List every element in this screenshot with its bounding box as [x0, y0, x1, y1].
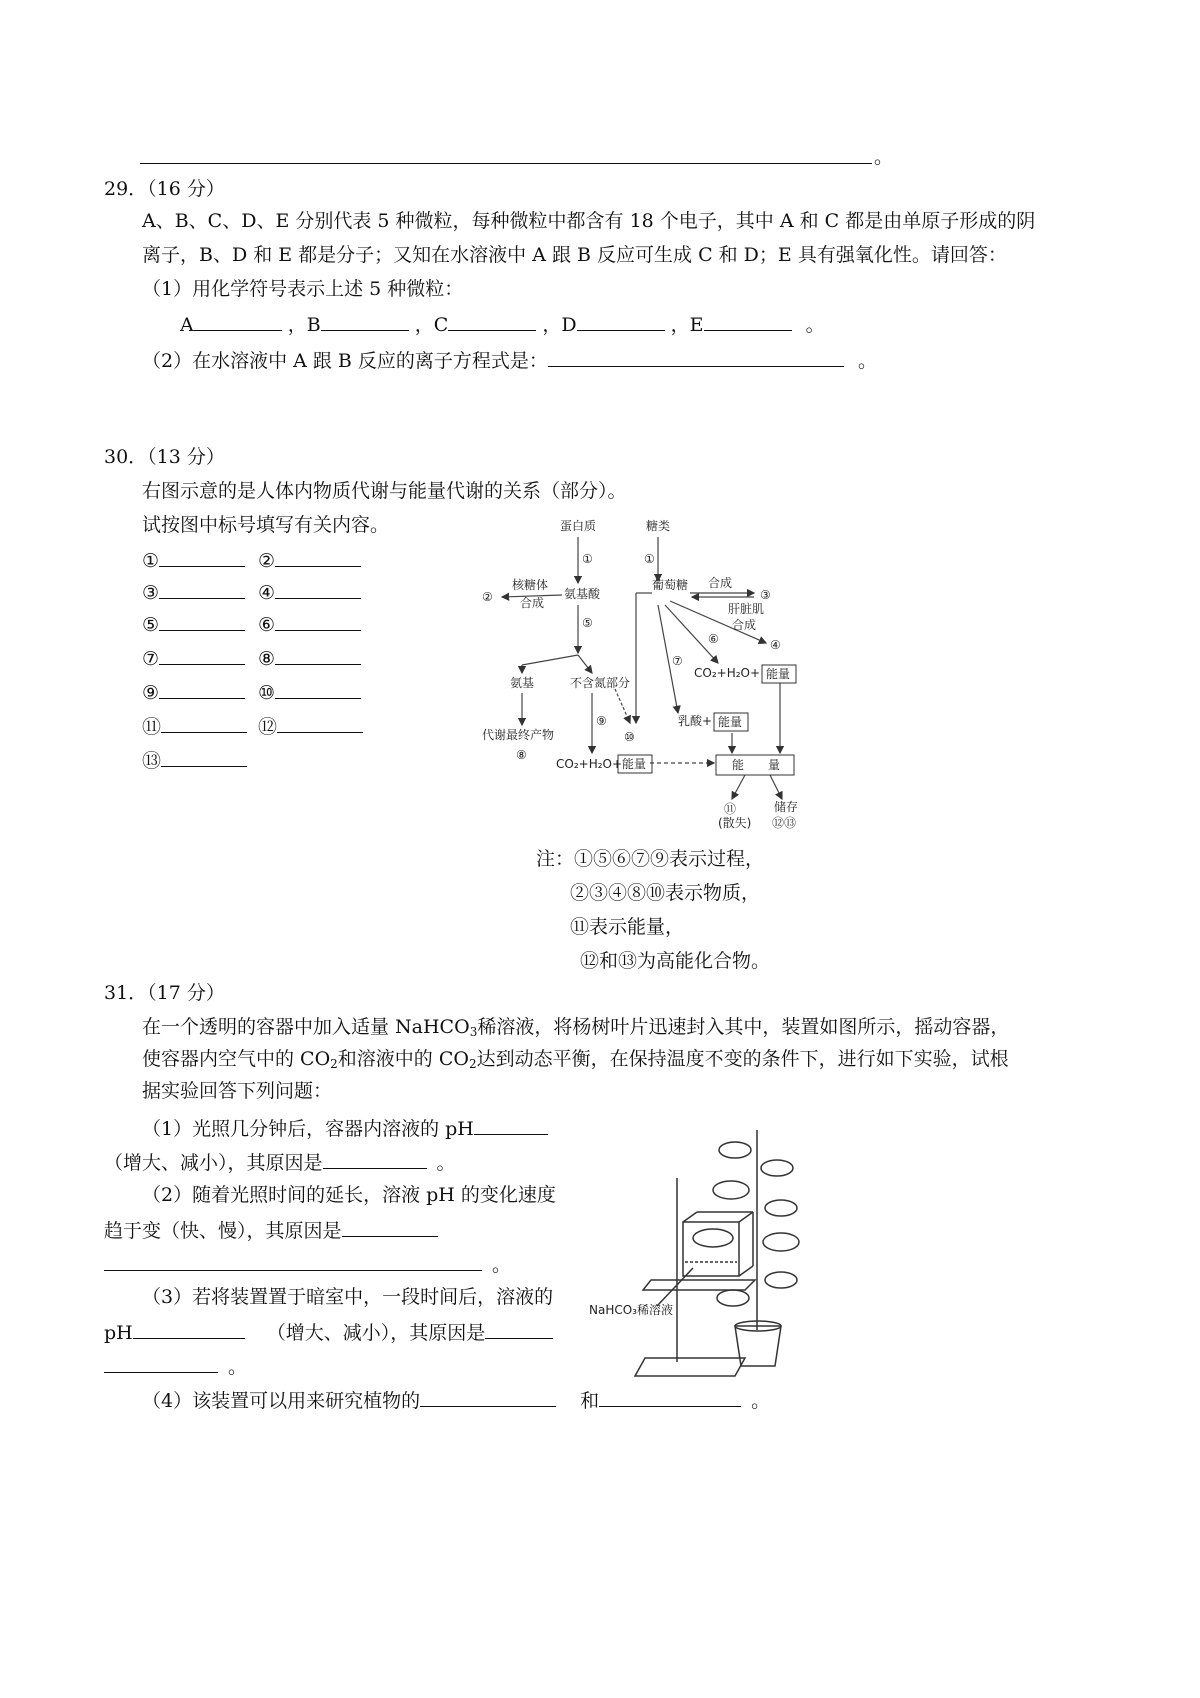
q31-intro-2-sub1: 2 [330, 1057, 338, 1071]
blank-row-7 [142, 646, 245, 671]
blank-4[interactable] [275, 580, 361, 599]
q31-intro-1b: 稀溶液，将杨树叶片迅速封入其中，装置如图所示，摇动容器， [477, 1016, 1010, 1038]
q31-header: 31．（17 分） [104, 982, 225, 1004]
label-13: ⑬ [142, 750, 162, 772]
blank-8[interactable] [275, 646, 361, 665]
blank-10[interactable] [275, 680, 361, 699]
label-ribosome: 核糖体 [512, 578, 549, 592]
q31-p3b-text: （增大、减小），其原因是 [266, 1322, 486, 1344]
label-amino-acid: 氨基酸 [564, 587, 601, 601]
blank-row-1 [142, 548, 245, 573]
q31-part3b [104, 1320, 553, 1345]
notes-line3: ⑪表示能量， [570, 916, 685, 938]
label-n11: ⑪ [724, 802, 737, 816]
blank-row-4 [258, 580, 361, 605]
label-b: ，B [287, 314, 321, 336]
blank-5[interactable] [159, 612, 245, 631]
q31-p2b-text: 趋于变（快、慢），其原因是 [104, 1220, 342, 1242]
notes-line1 [536, 848, 764, 871]
q30-intro-line1: 右图示意的是人体内物质代谢与能量代谢的关系（部分）。 [142, 480, 627, 502]
blank-ph-change-1[interactable] [474, 1116, 548, 1135]
blank-row-3 [142, 580, 245, 605]
label-11: ⑪ [142, 716, 162, 738]
apparatus-illustration [585, 1130, 825, 1380]
blank-row-13 [142, 748, 247, 773]
q31-part3a: （3）若将装置置于暗室中，一段时间后，溶液的 [142, 1286, 554, 1308]
blank-d[interactable] [577, 312, 665, 331]
label-4: ④ [258, 582, 276, 604]
label-d: ，D [542, 314, 577, 336]
q31-part2b [104, 1218, 438, 1243]
blank-reason-3[interactable] [485, 1320, 553, 1339]
notes-prefix: 注： [536, 848, 575, 870]
label-glucose: 葡萄糖 [652, 578, 689, 592]
blank-row-11 [142, 714, 247, 739]
q31-p1-end: 。 [436, 1152, 456, 1174]
label-energy-mid: 能量 [718, 715, 743, 729]
label-n7: ⑦ [672, 654, 683, 668]
q31-p4-end: 。 [751, 1390, 771, 1412]
blank-ion-equation[interactable] [548, 348, 844, 367]
label-n8: ⑧ [516, 748, 527, 762]
figure-label-nahco3: NaHCO₃稀溶液 [589, 1303, 673, 1317]
label-sugar: 糖类 [646, 519, 671, 533]
label-energy-right: 能量 [766, 667, 791, 681]
blank-9[interactable] [159, 680, 245, 699]
label-liver-synth: 合成 [732, 618, 757, 632]
label-12: ⑫ [258, 716, 278, 738]
label-n6: ⑥ [708, 632, 719, 646]
label-6: ⑥ [258, 614, 276, 636]
label-store: 储存 [774, 800, 799, 814]
label-e: ，E [670, 314, 704, 336]
q29-part2 [142, 348, 877, 373]
label-7: ⑦ [142, 648, 160, 670]
blank-reason-2-cont[interactable] [104, 1252, 482, 1271]
blank-7[interactable] [159, 646, 245, 665]
q31-part2c [104, 1252, 511, 1277]
label-lactic: 乳酸+ [678, 714, 713, 728]
blank-row-2 [258, 548, 361, 573]
label-1: ① [142, 550, 160, 572]
label-n3: ③ [760, 588, 771, 602]
label-ribosome-synth: 合成 [520, 596, 545, 610]
label-energy-main: 能 量 [732, 758, 781, 772]
notes-text-1: ①⑤⑥⑦⑨表示过程， [574, 848, 765, 870]
blank-2[interactable] [275, 548, 361, 567]
blank-row-10 [258, 680, 361, 705]
label-n1-left: ① [582, 552, 593, 566]
q29-intro-line2: 离子，B、D 和 E 都是分子；又知在水溶液中 A 跟 B 反应可生成 C 和 D；E 具有强氧化性。请回答： [142, 244, 1007, 266]
q31-part1a [142, 1116, 548, 1141]
q31-intro-1a: 在一个透明的容器中加入适量 NaHCO [142, 1016, 470, 1038]
q29-part1-blanks [180, 312, 825, 337]
q31-intro-2b: 和溶液中的 CO [337, 1048, 469, 1070]
blank-row-12 [258, 714, 363, 739]
q29-part2-text: （2）在水溶液中 A 跟 B 反应的离子方程式是： [142, 350, 548, 372]
blank-11[interactable] [161, 714, 247, 733]
blank-e[interactable] [704, 312, 792, 331]
q31-intro-1-sub: 3 [469, 1025, 478, 1039]
q31-p1a-text: （1）光照几分钟后，容器内溶液的 pH [142, 1118, 474, 1140]
metabolism-diagram [470, 515, 830, 835]
blank-1[interactable] [159, 548, 245, 567]
label-final-products: 代谢最终产物 [482, 728, 555, 742]
label-synth: 合成 [708, 576, 733, 590]
label-3: ③ [142, 582, 160, 604]
label-liver: 肝脏肌 [728, 602, 765, 616]
blank-reason-3-cont[interactable] [104, 1354, 218, 1373]
answer-line-top [140, 163, 872, 164]
blank-row-5 [142, 612, 245, 637]
q31-intro-line3: 据实验回答下列问题： [142, 1080, 333, 1102]
label-8: ⑧ [258, 648, 276, 670]
blank-6[interactable] [275, 612, 361, 631]
blank-reason-1[interactable] [323, 1150, 427, 1169]
q31-p3b-ph: pH [104, 1322, 133, 1344]
q31-part4 [142, 1388, 770, 1413]
label-n4: ④ [770, 638, 781, 652]
label-lost: (散失) [718, 816, 752, 830]
label-co2-left: CO₂+H₂O+ [556, 757, 623, 771]
blank-reason-2[interactable] [342, 1218, 438, 1237]
q31-part2a: （2）随着光照时间的延长，溶液 pH 的变化速度 [142, 1184, 556, 1206]
end-mark-top: 。 [874, 146, 894, 168]
q31-intro-2c: 达到动态平衡，在保持温度不变的条件下，进行如下实验，试根 [476, 1048, 1009, 1070]
blank-study-2[interactable] [599, 1388, 741, 1407]
label-n10: ⑩ [624, 730, 635, 744]
q31-part3c [104, 1354, 247, 1379]
label-a: A [180, 314, 194, 336]
q31-p4-and: 和 [580, 1390, 600, 1412]
q31-p3-end: 。 [228, 1356, 248, 1378]
blank-row-6 [258, 612, 361, 637]
label-n9: ⑨ [596, 714, 607, 728]
label-non-n-part: 不含氮部分 [570, 676, 631, 690]
label-energy-left: 能量 [622, 757, 647, 771]
q31-p2-end: 。 [492, 1254, 512, 1276]
q31-intro-2-sub2: 2 [468, 1057, 477, 1071]
blank-row-9 [142, 680, 245, 705]
notes-line4: ⑫和⑬为高能化合物。 [580, 950, 771, 972]
part1-end: 。 [805, 314, 825, 336]
label-c: ，C [414, 314, 449, 336]
label-protein: 蛋白质 [560, 519, 597, 533]
label-n12-13: ⑫⑬ [772, 816, 797, 830]
label-amino-group: 氨基 [510, 676, 535, 690]
q29-part1: （1）用化学符号表示上述 5 种微粒： [142, 278, 464, 300]
blank-c[interactable] [448, 312, 536, 331]
blank-b[interactable] [321, 312, 409, 331]
q31-intro-line2 [142, 1048, 1009, 1071]
blank-3[interactable] [159, 580, 245, 599]
label-n5: ⑤ [582, 616, 593, 630]
label-n2: ② [482, 590, 493, 604]
label-2: ② [258, 550, 276, 572]
label-co2-right: CO₂+H₂O+ [694, 666, 761, 680]
q31-intro-2a: 使容器内空气中的 CO [142, 1048, 331, 1070]
blank-study-1[interactable] [420, 1388, 556, 1407]
blank-row-8 [258, 646, 361, 671]
q31-p1b-text: （增大、减小），其原因是 [104, 1152, 323, 1174]
q29-part2-end: 。 [857, 350, 877, 372]
blank-a[interactable] [194, 312, 282, 331]
notes-line2: ②③④⑧⑩表示物质， [570, 882, 761, 904]
blank-13[interactable] [161, 748, 247, 767]
blank-12[interactable] [277, 714, 363, 733]
q31-intro-line1 [142, 1016, 1009, 1039]
q31-part1b [104, 1150, 456, 1175]
label-10: ⑩ [258, 682, 276, 704]
blank-ph-change-3[interactable] [133, 1320, 245, 1339]
q29-intro-line1: A、B、C、D、E 分别代表 5 种微粒，每种微粒中都含有 18 个电子，其中 A 和 C 都是由单原子形成的阴 [142, 210, 1036, 232]
q30-intro-line2: 试按图中标号填写有关内容。 [142, 514, 390, 536]
q31-p4-text: （4）该装置可以用来研究植物的 [142, 1390, 421, 1412]
q29-header: 29．（16 分） [104, 178, 225, 200]
label-n1-right: ① [644, 552, 655, 566]
label-5: ⑤ [142, 614, 160, 636]
q30-header: 30．（13 分） [104, 446, 225, 468]
label-9: ⑨ [142, 682, 160, 704]
